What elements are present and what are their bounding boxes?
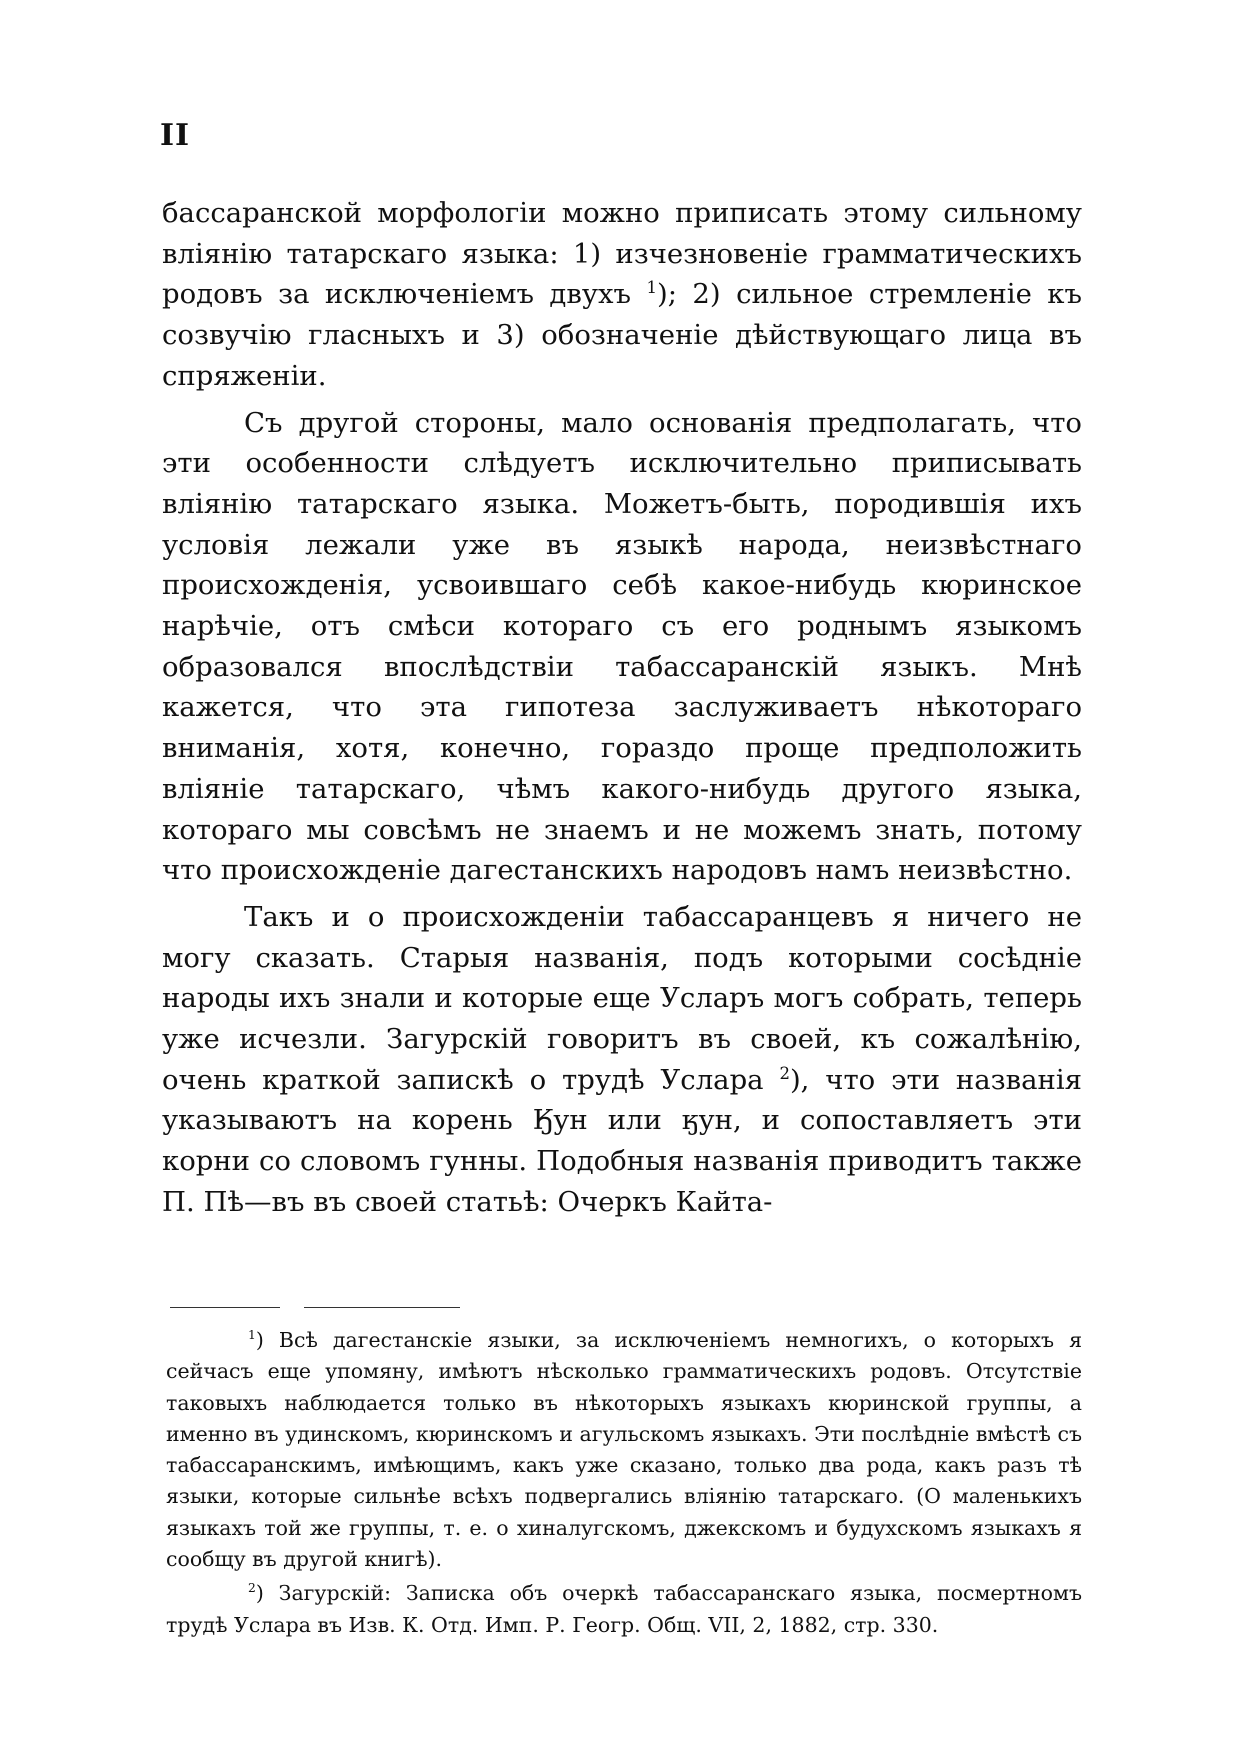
footnote-2 <box>166 1578 1082 1641</box>
footnote-2-marker: 2 <box>248 1581 256 1596</box>
paragraph-2: Съ другой стороны, мало основанія предполагать, что эти особенности слѣдуетъ исключительно приписывать вліянію татарскаго языка. Можетъ-быть, породившія ихъ условія лежали уже въ языкѣ народа, неизвѣстнаго происхожденія, усвоившаго себѣ какое-нибудь кюринское нарѣчіе, отъ смѣси котораго съ его роднымъ языкомъ образовался впослѣдствіи табассаранскій языкъ. Мнѣ кажется, что эта гипотеза заслуживаетъ нѣкотораго вниманія, хотя, конечно, гораздо проще предположить вліяніе татарскаго, чѣмъ какого-нибудь другого языка, котораго мы совсѣмъ не знаемъ и не можемъ знать, потому что происхожденіе дагестанскихъ народовъ намъ неизвѣстно. <box>162 406 1082 887</box>
paragraph-1 <box>162 193 1082 397</box>
page-number: II <box>160 118 191 153</box>
paragraph-3 <box>162 897 1082 1223</box>
footnote-separator-left <box>170 1307 280 1308</box>
paragraph-1-text-b: ); 2) сильное стремленіе къ созвучію гласныхъ и 3) обозначеніе дѣйствующаго лица въ спряженіи. <box>162 278 1082 392</box>
footnotes <box>166 1325 1082 1641</box>
footnote-ref-2: 2 <box>779 1063 790 1083</box>
paragraph-3-text-b: ), что эти названія указываютъ на корень Ӄун или ӄун, и сопоставляетъ эти корни со словомъ гунны. Подобныя названія приводитъ также П. Пѣ—въ въ своей статьѣ: Очеркъ Кайта- <box>162 1063 1082 1218</box>
footnote-ref-1: 1 <box>646 278 657 298</box>
paragraph-3-text-a: Такъ и о происхожденіи табассаранцевъ я ничего не могу сказать. Старыя названія, подъ которыми сосѣдніе народы ихъ знали и которые еще Усларъ могъ собрать, теперь уже исчезли. Загурскій говоритъ въ своей, къ сожалѣнію, очень краткой запискѣ о трудѣ Услара <box>162 900 1082 1096</box>
footnote-separator-right <box>304 1307 460 1308</box>
footnote-1-text: ) Всѣ дагестанскіе языки, за исключеніемъ немногихъ, о которыхъ я сейчасъ еще упомяну, имѣютъ нѣсколько грамматическихъ родовъ. Отсутствіе таковыхъ наблюдается только въ нѣкоторыхъ языкахъ кюринской группы, а именно въ удинскомъ, кюринскомъ и агульскомъ языкахъ. Эти послѣдніе вмѣстѣ съ табассаранскимъ, имѣющимъ, какъ уже сказано, только два рода, какъ разъ тѣ языки, которые сильнѣе всѣхъ подвергались вліянію татарскаго. (О маленькихъ языкахъ той же группы, т. е. о хиналугскомъ, джекскомъ и будухскомъ языкахъ я сообщу въ другой книгѣ). <box>166 1328 1082 1572</box>
paragraph-1-text-a: бассаранской морфологіи можно приписать этому сильному вліянію татарскаго языка: 1) изчезновеніе грамматическихъ родовъ за исключеніемъ двухъ <box>162 197 1082 311</box>
footnote-1 <box>166 1325 1082 1575</box>
footnote-1-marker: 1 <box>248 1328 256 1343</box>
main-text <box>162 193 1082 1223</box>
footnote-2-text: ) Загурскій: Записка объ очеркѣ табассаранскаго языка, посмертномъ трудѣ Услара въ Изв. К. Отд. Имп. Р. Геогр. Общ. VII, 2, 1882, стр. 330. <box>166 1581 1082 1637</box>
